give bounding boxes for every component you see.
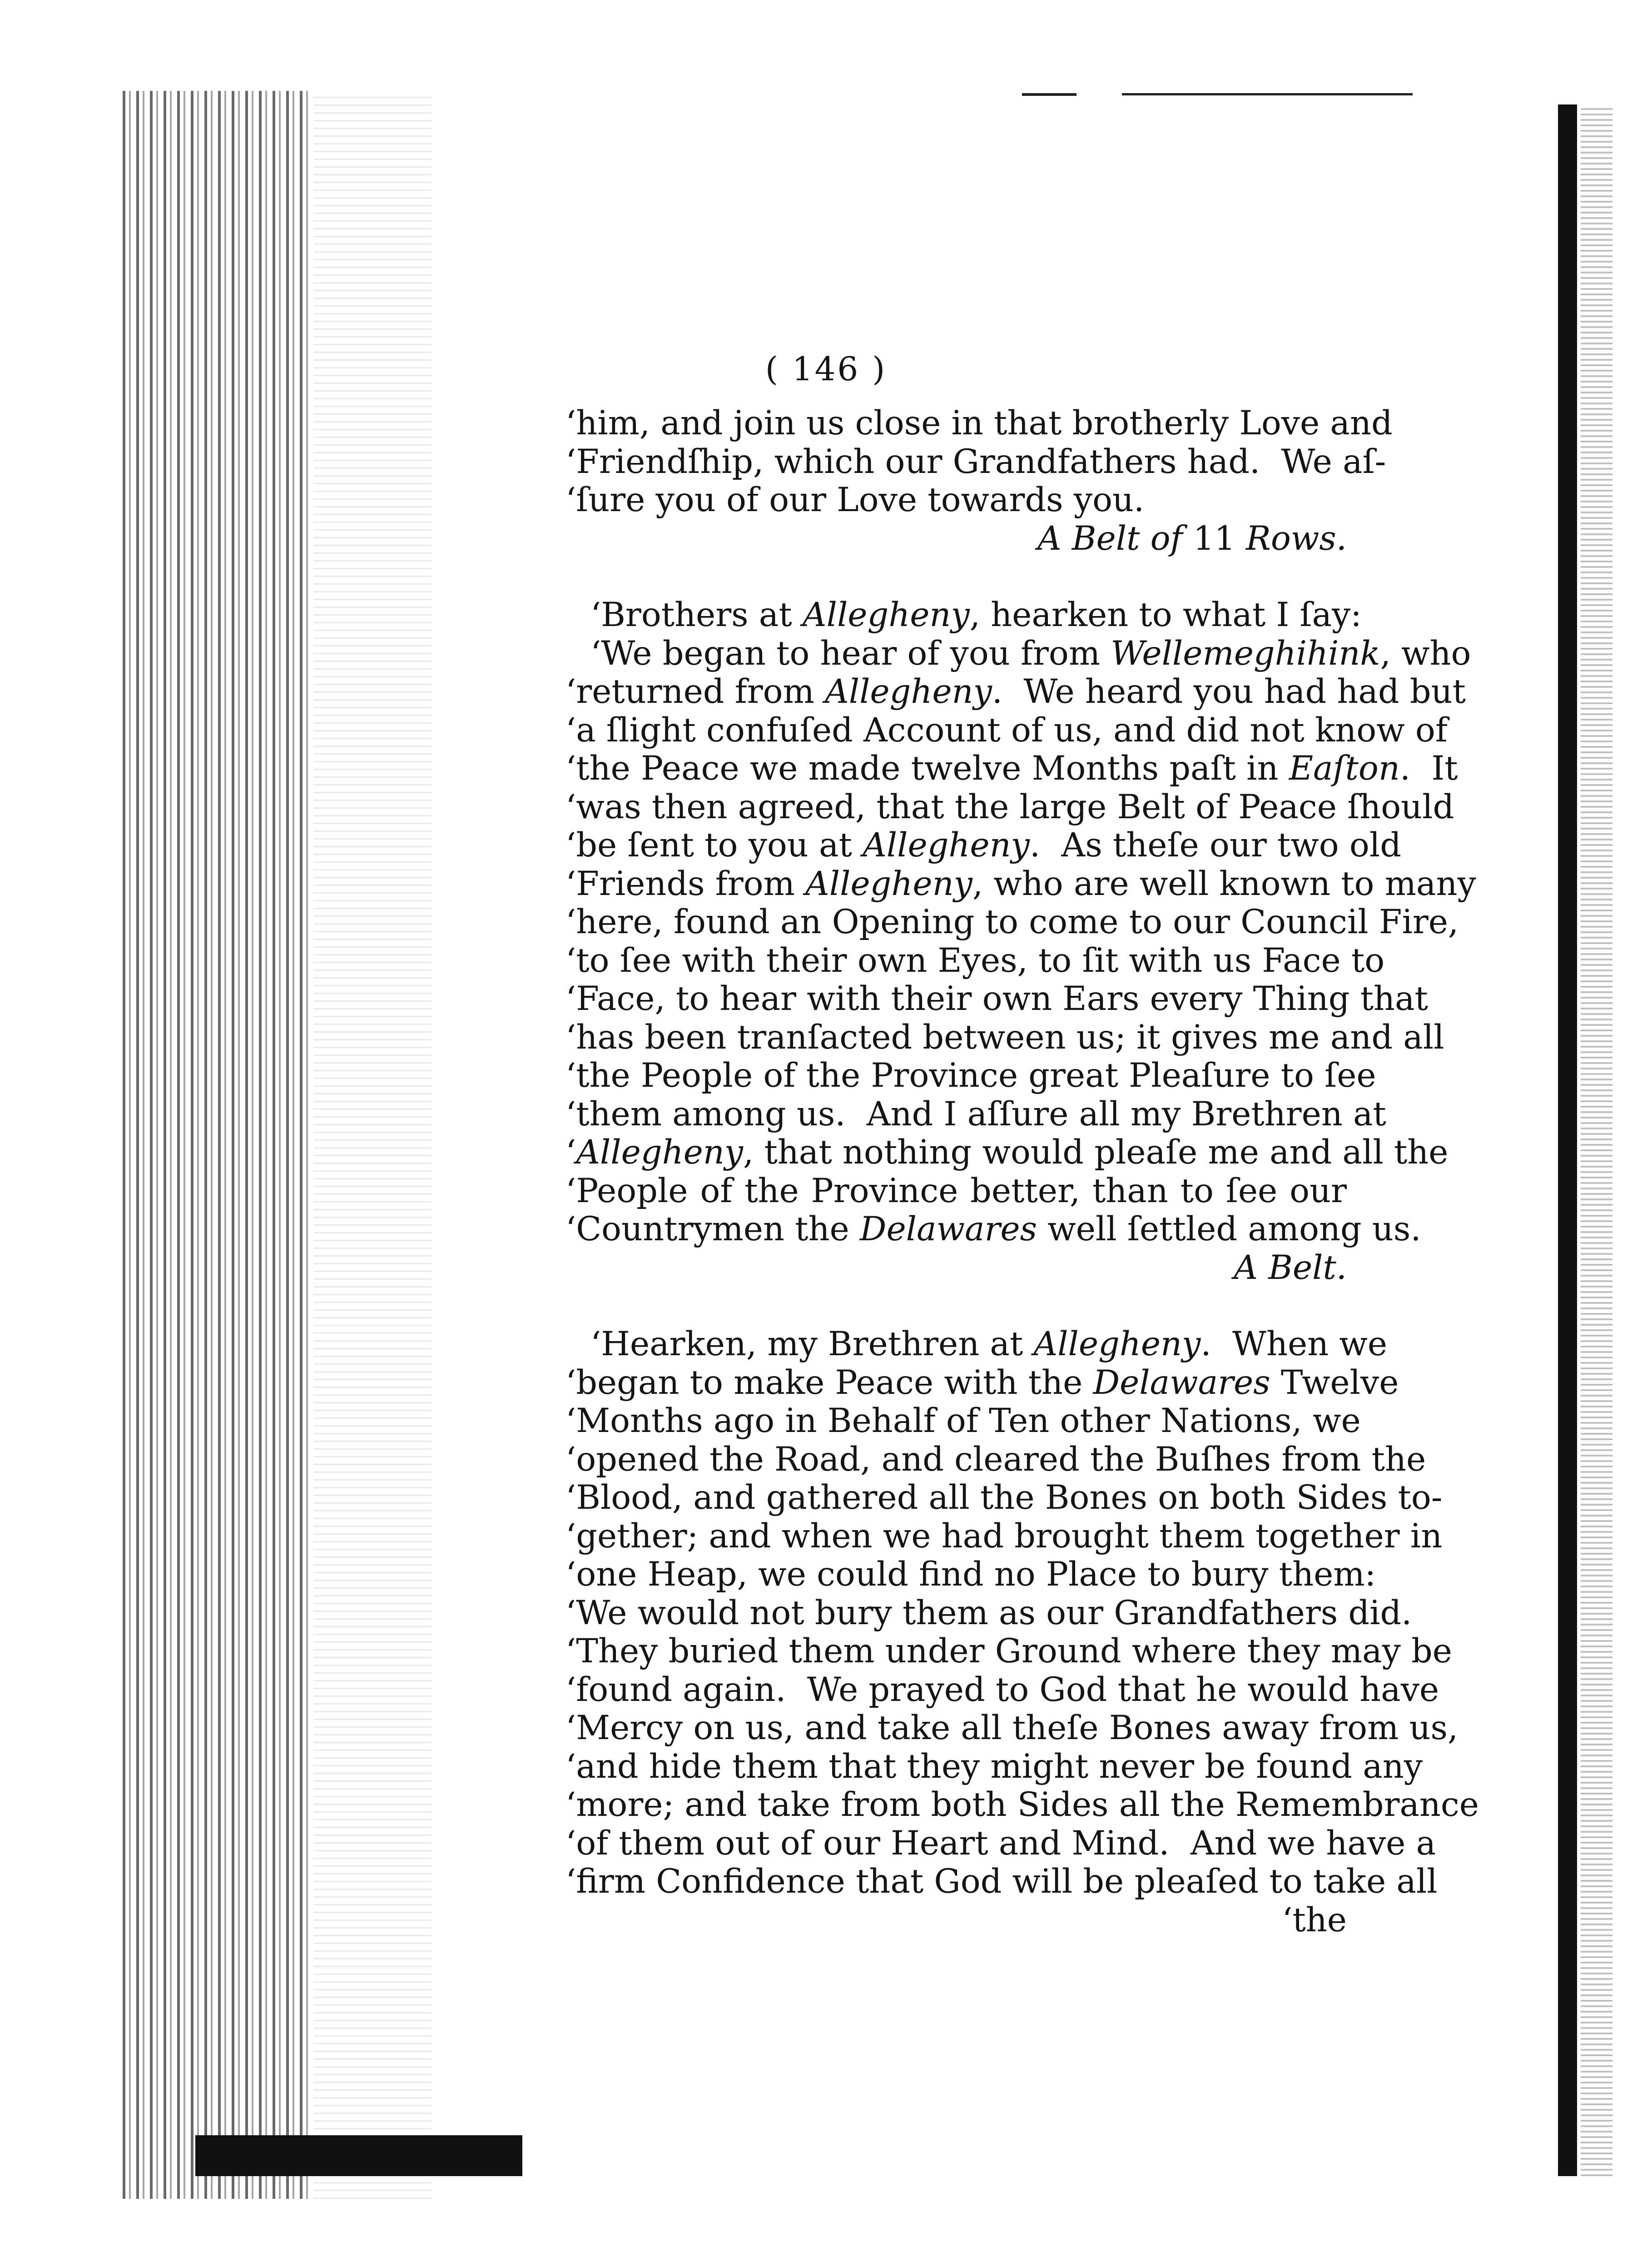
text-line: ‘one Heap, we could find no Place to bury them: — [566, 1555, 1376, 1594]
text-line: ‘Face, to hear with their own Ears every Thing that — [566, 979, 1428, 1018]
text-line: ‘gether; and when we had brought them together in — [566, 1516, 1443, 1556]
text-line: ‘more; and take from both Sides all the Remembrance — [566, 1785, 1479, 1824]
text-line: ‘opened the Road, and cleared the Buſhes from the — [566, 1440, 1426, 1479]
text-line: ‘Allegheny, that nothing would pleaſe me and all the — [566, 1133, 1449, 1172]
scan-left-edge — [123, 91, 313, 2199]
text-line: ‘Friendſhip, which our Grandfathers had. We aſ- — [566, 442, 1386, 481]
text-line: ‘We would not bury them as our Grandfathers did. — [566, 1593, 1412, 1632]
text-line: ‘him, and join us close in that brotherly Love and — [566, 404, 1393, 442]
text-line: ‘Hearken, my Brethren at Allegheny. When we — [590, 1325, 1388, 1363]
text-line: ‘was then agreed, that the large Belt of Peace ſhould — [566, 787, 1454, 826]
text-line: ‘the People of the Province great Pleaſure to ſee — [566, 1056, 1376, 1095]
text-line: ‘a ſlight confuſed Account of us, and did not know of — [566, 711, 1448, 750]
paragraph — [566, 404, 1393, 558]
text-line: ‘be ſent to you at Allegheny. As theſe our two old — [566, 826, 1401, 865]
scan-top-rule — [1122, 93, 1413, 95]
page-number: ( 146 ) — [765, 350, 887, 388]
scan-right-speckle — [1581, 104, 1612, 2176]
text-line: ‘People of the Province better, than to ſee our — [566, 1171, 1347, 1210]
text-line: ‘here, found an Opening to come to our Council Fire, — [566, 903, 1459, 941]
text-line: ‘to ſee with their own Eyes, to ſit with us Face to — [566, 941, 1385, 980]
paragraph-gap — [566, 1287, 1347, 1325]
text-line: ‘of them out of our Heart and Mind. And we have a — [566, 1824, 1436, 1863]
text-line: ‘began to make Peace with the Delawares Twelve — [566, 1363, 1399, 1402]
scan-left-shadow — [313, 91, 432, 2199]
scan-bottom-bar — [195, 2135, 522, 2176]
scan-right-bar — [1558, 104, 1577, 2176]
text-line: ‘found again. We prayed to God that he would have — [566, 1670, 1439, 1709]
text-line: ‘They buried them under Ground where they may be — [566, 1632, 1452, 1670]
text-line: ‘Friends from Allegheny, who are well known to many — [566, 864, 1476, 903]
paragraph-closing: A Belt of 11 Rows. — [1037, 519, 1347, 558]
text-line: ‘firm Confidence that God will be pleaſed to take all — [566, 1862, 1438, 1901]
text-line: ‘Brothers at Allegheny, hearken to what I ſay: — [590, 596, 1362, 634]
text-line: ‘returned from Allegheny. We heard you had had but — [566, 672, 1466, 711]
text-line: ‘has been tranſacted between us; it gives me and all — [566, 1018, 1444, 1057]
page-text — [566, 404, 1479, 1939]
text-line: ‘the Peace we made twelve Months paſt in Eaſton. It — [566, 749, 1458, 788]
paragraph-gap — [566, 558, 1347, 596]
scan-top-rule — [1022, 93, 1077, 96]
text-line: ‘Countrymen the Delawares well ſettled among us. — [566, 1210, 1421, 1248]
paragraph-closing: A Belt. — [1234, 1248, 1347, 1287]
text-line: ‘and hide them that they might never be found any — [566, 1747, 1423, 1786]
text-line: ‘Blood, and gathered all the Bones on both Sides to- — [566, 1478, 1443, 1517]
text-line: ‘ſure you of our Love towards you. — [566, 481, 1145, 519]
paragraph — [566, 1325, 1479, 1939]
text-line: ‘Months ago in Behalf of Ten other Nations, we — [566, 1402, 1361, 1440]
text-line: ‘Mercy on us, and take all theſe Bones away from us, — [566, 1709, 1459, 1747]
text-line: ‘them among us. And I aſſure all my Brethren at — [566, 1094, 1386, 1133]
paragraph — [566, 596, 1476, 1287]
text-line: ‘We began to hear of you from Wellemeghihink, who — [590, 634, 1471, 673]
catchword: ‘the — [1282, 1900, 1347, 1939]
